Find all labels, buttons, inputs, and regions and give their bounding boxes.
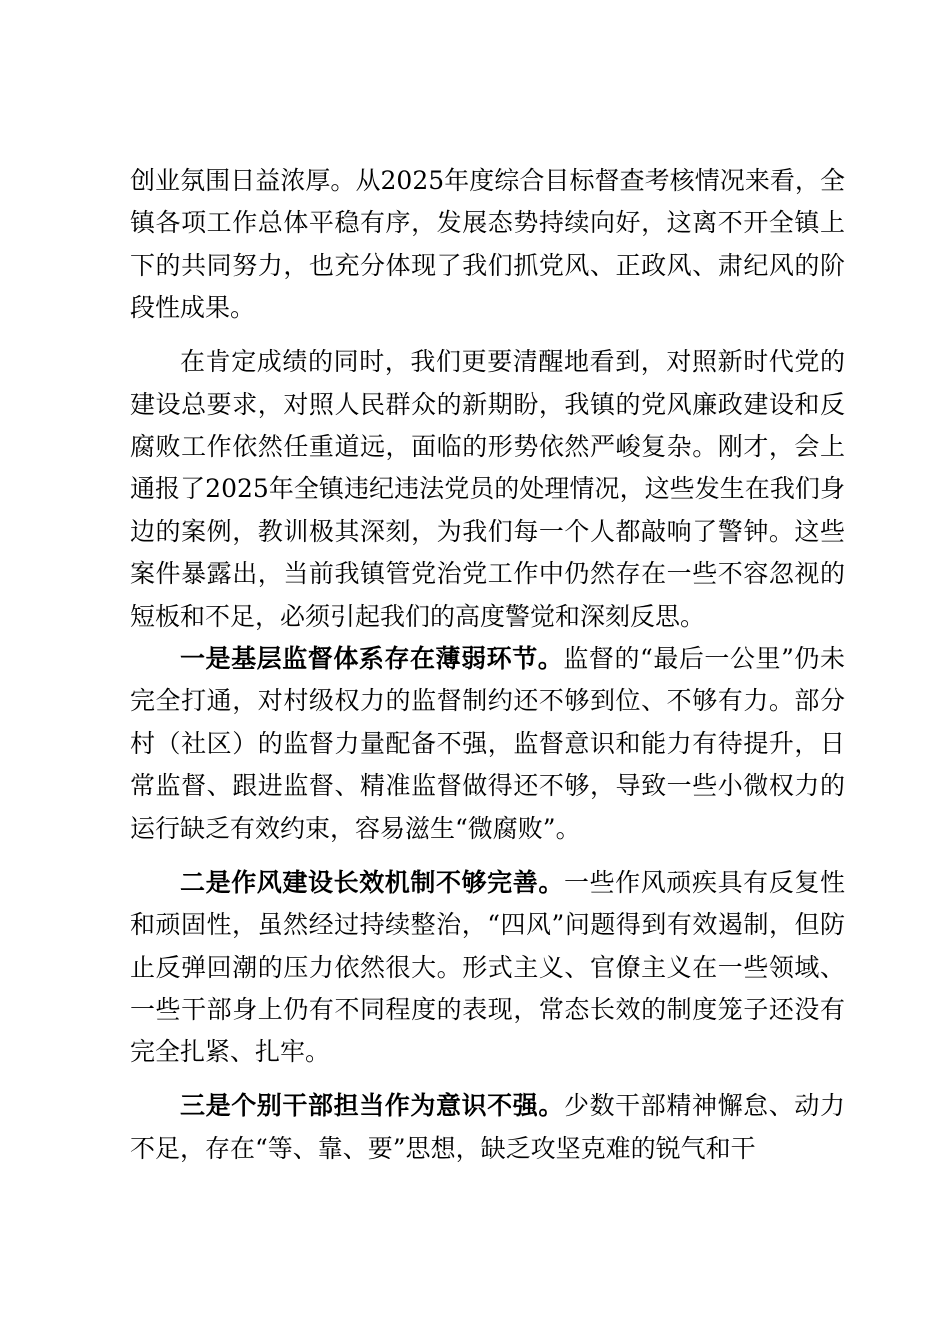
paragraph-4-text: 一些作风顽疾具有反复性和顽固性，虽然经过持续整治，“四风”问题得到有效遏制，但防止反弹回潮的压力依然很大。形式主义、官僚主义在一些领域、一些干部身上仍有不同程度的表现，常态长效的制度笼子还没有完全扎紧、扎牢。 [130,867,845,1067]
paragraph-5-text: 少数干部精神懈怠、动力不足，存在“等、靠、要”思想，缺乏攻坚克难的锐气和干 [130,1091,845,1163]
paragraph-4 [130,862,845,1074]
paragraph-3 [130,638,845,850]
paragraph-2 [130,341,845,638]
paragraph-3-heading: 一是基层监督体系存在薄弱环节。 [180,644,564,674]
paragraph-1 [130,160,845,330]
paragraph-5 [130,1085,845,1170]
paragraph-1-text: 创业氛围日益浓厚。从2025年度综合目标督查考核情况来看，全镇各项工作总体平稳有序，发展态势持续向好，这离不开全镇上下的共同努力，也充分体现了我们抓党风、正政风、肃纪风的阶段性成果。 [130,166,845,323]
paragraph-2-text: 在肯定成绩的同时，我们更要清醒地看到，对照新时代党的建设总要求，对照人民群众的新期盼，我镇的党风廉政建设和反腐败工作依然任重道远，面临的形势依然严峻复杂。刚才，会上通报了2025年全镇违纪违法党员的处理情况，这些发生在我们身边的案例，教训极其深刻，为我们每一个人都敲响了警钟。这些案件暴露出，当前我镇管党治党工作中仍然存在一些不容忽视的短板和不足，必须引起我们的高度警觉和深刻反思。 [130,347,845,631]
paragraph-5-heading: 三是个别干部担当作为意识不强。 [180,1091,564,1121]
document-body [130,160,845,1170]
paragraph-3-text: 监督的“最后一公里”仍未完全打通，对村级权力的监督制约还不够到位、不够有力。部分村（社区）的监督力量配备不强，监督意识和能力有待提升，日常监督、跟进监督、精准监督做得还不够，导致一些小微权力的运行缺乏有效约束，容易滋生“微腐败”。 [130,644,845,843]
paragraph-4-heading: 二是作风建设长效机制不够完善。 [180,867,564,897]
